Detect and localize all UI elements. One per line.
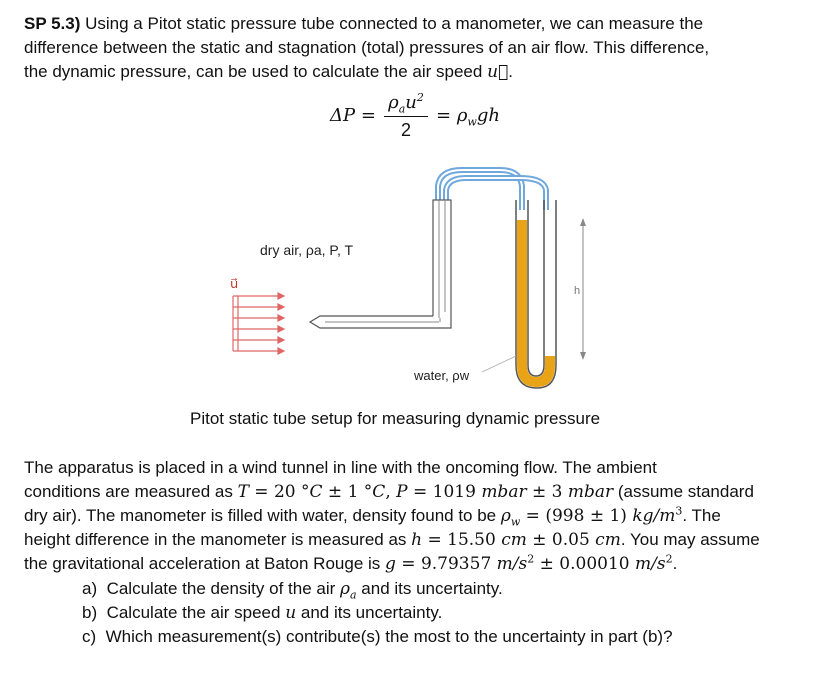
body-line-2: conditions are measured as T = 20 °C ± 1 °C, P = 1019 mbar ± 3 mbar (assume standard xyxy=(24,482,754,502)
fraction-numerator: $\rho_au^2$ xyxy=(388,91,424,116)
body-line-4: height difference in the manometer is measured as h = 15.50 cm ± 0.05 cm. You may assume xyxy=(24,530,760,550)
water-leader-line xyxy=(482,356,516,372)
body-line-1: The apparatus is placed in a wind tunnel in line with the oncoming flow. The ambient xyxy=(24,458,657,477)
pitot-tube-figure xyxy=(200,160,620,400)
question-c: c) Which measurement(s) contribute(s) the most to the uncertainty in part (b)? xyxy=(82,627,673,646)
manometer-inner xyxy=(528,200,544,376)
pitot-stem xyxy=(433,200,451,324)
water-label: water, ρw xyxy=(414,368,470,383)
question-a: a) Calculate the density of the air $\rho_a$ and its uncertainty. xyxy=(82,579,503,602)
body-line-3: dry air). The manometer is filled with water, density found to be $\rho_w = (998 \pm 1)$ $kg/m^3$. The xyxy=(24,504,721,529)
question-b: b) Calculate the air speed u and its uncertainty. xyxy=(82,603,443,623)
flow-arrows xyxy=(233,293,284,354)
problem-number: SP 5.3) xyxy=(24,14,81,33)
speed-symbol: u xyxy=(487,62,509,82)
equation-fraction xyxy=(384,92,428,141)
manometer-water xyxy=(517,220,555,387)
fraction-bar xyxy=(384,116,428,117)
connecting-hose-outer-2 xyxy=(446,178,546,210)
intro-line-1: SP 5.3) Using a Pitot static pressure tube connected to a manometer, we can measure the xyxy=(24,14,704,33)
intro-line-3: the dynamic pressure, can be used to calculate the air speed u. xyxy=(24,62,513,82)
equation-rhs: = $\rho_wgh$ xyxy=(436,105,500,129)
fraction-denominator: 2 xyxy=(400,120,411,140)
figure-caption: Pitot static tube setup for measuring dynamic pressure xyxy=(190,409,601,428)
height-label: h xyxy=(574,285,581,297)
dry-air-label: dry air, ρa, P, T xyxy=(260,242,354,258)
equation-lhs: ΔP = xyxy=(330,105,376,126)
connecting-hose-inner-2 xyxy=(446,178,546,210)
body-line-5: the gravitational acceleration at Baton Rouge is g = 9.79357 $m/s^2 \pm 0.00010$ $m/s^2$. xyxy=(24,552,678,574)
intro-line-2: difference between the static and stagnation (total) pressures of an air flow. This difference, xyxy=(24,38,710,57)
velocity-label: u⃗ xyxy=(230,276,239,291)
